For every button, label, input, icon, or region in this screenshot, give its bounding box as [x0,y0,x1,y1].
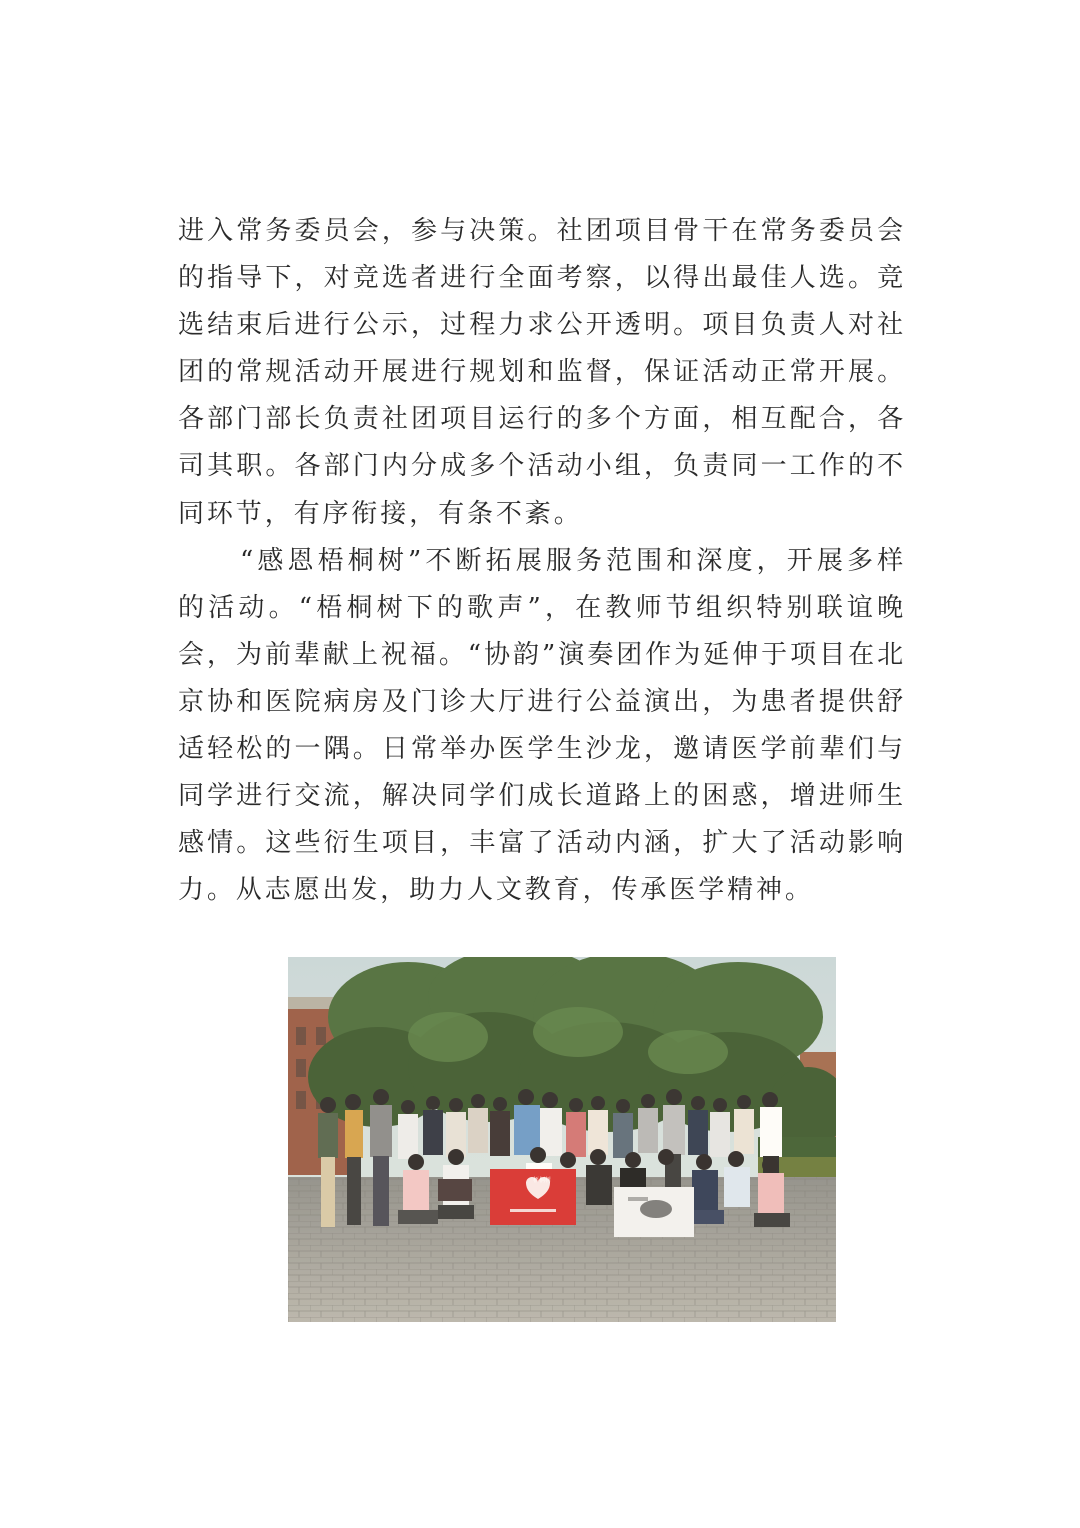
group-photo [288,957,836,1322]
paragraph-1: 进入常务委员会，参与决策。社团项目骨干在常务委员会的指导下，对竞选者进行全面考察，以得出最佳人选。竞选结束后进行公示，过程力求公开透明。项目负责人对社团的常规活动开展进行规划和监督，保证活动正常开展。各部门部长负责社团项目运行的多个方面，相互配合，各司其职。各部门内分成多个活动小组，负责同一工作的不同环节，有序衔接，有条不紊。 [178,216,906,529]
banner-text: 梧桐树 [533,1177,552,1184]
body-text [178,208,906,914]
paragraph-2: “感恩梧桐树”不断拓展服务范围和深度，开展多样的活动。“梧桐树下的歌声”，在教师节组织特别联谊晚会，为前辈献上祝福。“协韵”演奏团作为延伸于项目在北京协和医院病房及门诊大厅进行公益演出，为患者提供舒适轻松的一隅。日常举办医学生沙龙，邀请医学前辈们与同学进行交流，解决同学们成长道路上的困惑，增进师生感情。这些衍生项目，丰富了活动内涵，扩大了活动影响力。从志愿出发，助力人文教育，传承医学精神。 [178,545,906,906]
